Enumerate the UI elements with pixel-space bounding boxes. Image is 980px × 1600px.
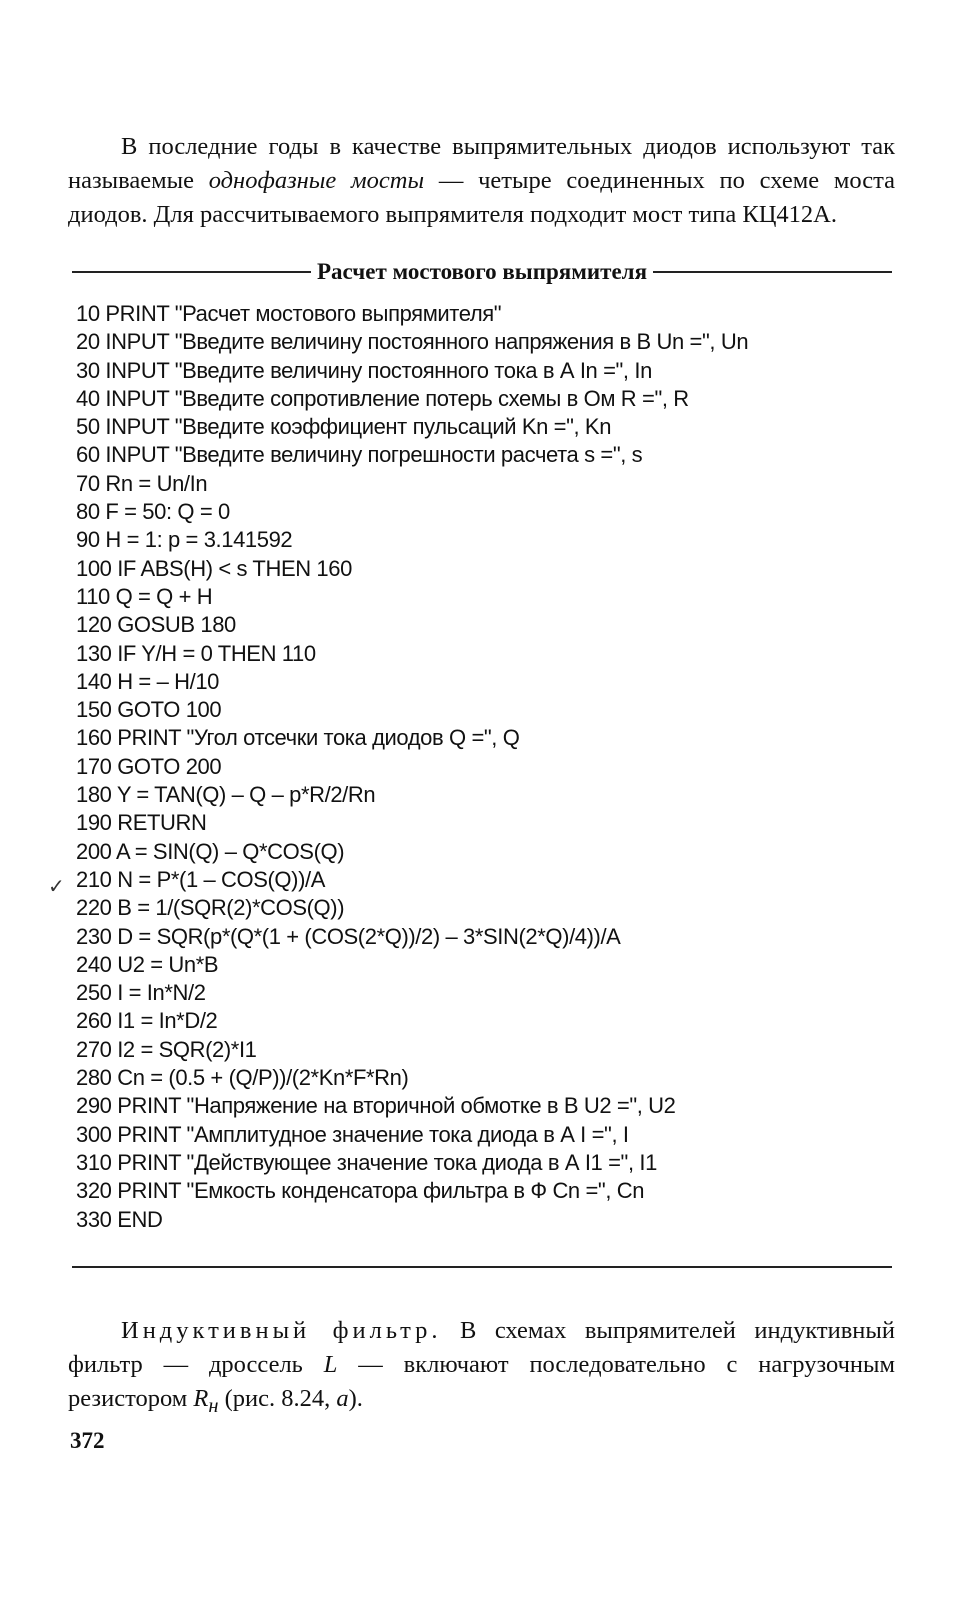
outro-symbol-r-sub: н bbox=[208, 1394, 219, 1417]
code-line: 130 IF Y/H = 0 THEN 110 bbox=[76, 640, 316, 666]
code-line: 230 D = SQR(p*(Q*(1 + (COS(2*Q))/2) – 3*SIN(2*Q)/4))/A bbox=[76, 923, 621, 949]
code-line: 150 GOTO 100 bbox=[76, 697, 222, 723]
code-line: 10 PRINT "Расчет мостового выпрямителя" bbox=[76, 301, 502, 326]
code-line: 90 H = 1: p = 3.141592 bbox=[76, 527, 293, 553]
code-line: 160 PRINT "Угол отсечки тока диодов Q =", Q bbox=[76, 725, 520, 751]
code-line: 120 GOSUB 180 bbox=[76, 612, 236, 638]
code-line: 110 Q = Q + H bbox=[76, 583, 213, 609]
code-line: 170 GOTO 200 bbox=[76, 753, 222, 779]
listing-title: Расчет мостового выпрямителя bbox=[316, 259, 648, 284]
outro-symbol-l: L bbox=[323, 1351, 338, 1378]
code-line: 290 PRINT "Напряжение на вторичной обмотке в В U2 =", U2 bbox=[76, 1093, 676, 1119]
code-line: 280 Cn = (0.5 + (Q/P))/(2*Kn*F*Rn) bbox=[76, 1065, 409, 1091]
code-line: 180 Y = TAN(Q) – Q – p*R/2/Rn bbox=[76, 782, 376, 808]
code-line: 80 F = 50: Q = 0 bbox=[76, 499, 230, 525]
listing-header-rule-right bbox=[653, 271, 892, 273]
listing-header bbox=[72, 256, 892, 288]
code-line: 250 I = In*N/2 bbox=[76, 980, 206, 1006]
intro-emphasis: однофазные мосты bbox=[208, 167, 425, 194]
code-line: 310 PRINT "Действующее значение тока диода в А I1 =", I1 bbox=[76, 1149, 657, 1175]
code-listing bbox=[76, 300, 896, 1234]
outro-text-2: — включают последовательно с нагрузочным резистором bbox=[68, 1351, 895, 1412]
intro-paragraph bbox=[68, 130, 895, 232]
code-line: 270 I2 = SQR(2)*I1 bbox=[76, 1036, 257, 1062]
code-line: 240 U2 = Un*B bbox=[76, 951, 219, 977]
page-number: 372 bbox=[70, 1428, 105, 1453]
outro-text-3: (рис. 8.24, bbox=[218, 1385, 337, 1412]
code-line: 260 I1 = In*D/2 bbox=[76, 1008, 218, 1034]
code-line: 200 A = SIN(Q) – Q*COS(Q) bbox=[76, 838, 345, 864]
code-line: 70 Rn = Un/In bbox=[76, 470, 208, 496]
outro-symbol-r: R bbox=[193, 1385, 209, 1412]
margin-check-mark: ✓ bbox=[48, 876, 65, 898]
outro-text-1: В схемах выпрямителей индуктивный фильтр — дроссель bbox=[68, 1317, 895, 1378]
code-line: 140 H = – H/10 bbox=[76, 668, 219, 694]
code-line: 220 B = 1/(SQR(2)*COS(Q)) bbox=[76, 895, 345, 921]
code-line: 40 INPUT "Введите сопротивление потерь схемы в Ом R =", R bbox=[76, 385, 689, 411]
outro-figure-letter: а bbox=[336, 1385, 349, 1412]
code-line: 50 INPUT "Введите коэффициент пульсаций Kn =", Kn bbox=[76, 414, 612, 440]
code-line: 210 N = P*(1 – COS(Q))/A bbox=[76, 866, 325, 892]
outro-paragraph bbox=[68, 1314, 895, 1423]
outro-spaced-term: Индуктивный фильтр. bbox=[121, 1317, 442, 1344]
code-line: 30 INPUT "Введите величину постоянного тока в А In =", In bbox=[76, 357, 652, 383]
code-line: 300 PRINT "Амплитудное значение тока диода в А I =", I bbox=[76, 1121, 629, 1147]
code-line: 320 PRINT "Емкость конденсатора фильтра в Ф Cn =", Cn bbox=[76, 1178, 645, 1204]
code-line: 330 END bbox=[76, 1206, 163, 1232]
outro-text-4: ). bbox=[348, 1385, 363, 1412]
code-line: 60 INPUT "Введите величину погрешности расчета s =", s bbox=[76, 442, 643, 468]
intro-text-before: В последние годы в качестве выпрямительных диодов используют так называемые bbox=[68, 133, 895, 194]
listing-bottom-rule bbox=[72, 1266, 892, 1268]
listing-header-rule-left bbox=[72, 271, 311, 273]
code-line: 20 INPUT "Введите величину постоянного напряжения в В Un =", Un bbox=[76, 329, 749, 355]
code-line: 190 RETURN bbox=[76, 810, 207, 836]
code-line: 100 IF ABS(H) < s THEN 160 bbox=[76, 555, 352, 581]
intro-text-after: — четыре соединенных по схеме моста диодов. Для рассчитываемого выпрямителя подходит мост типа КЦ412А. bbox=[68, 167, 895, 228]
